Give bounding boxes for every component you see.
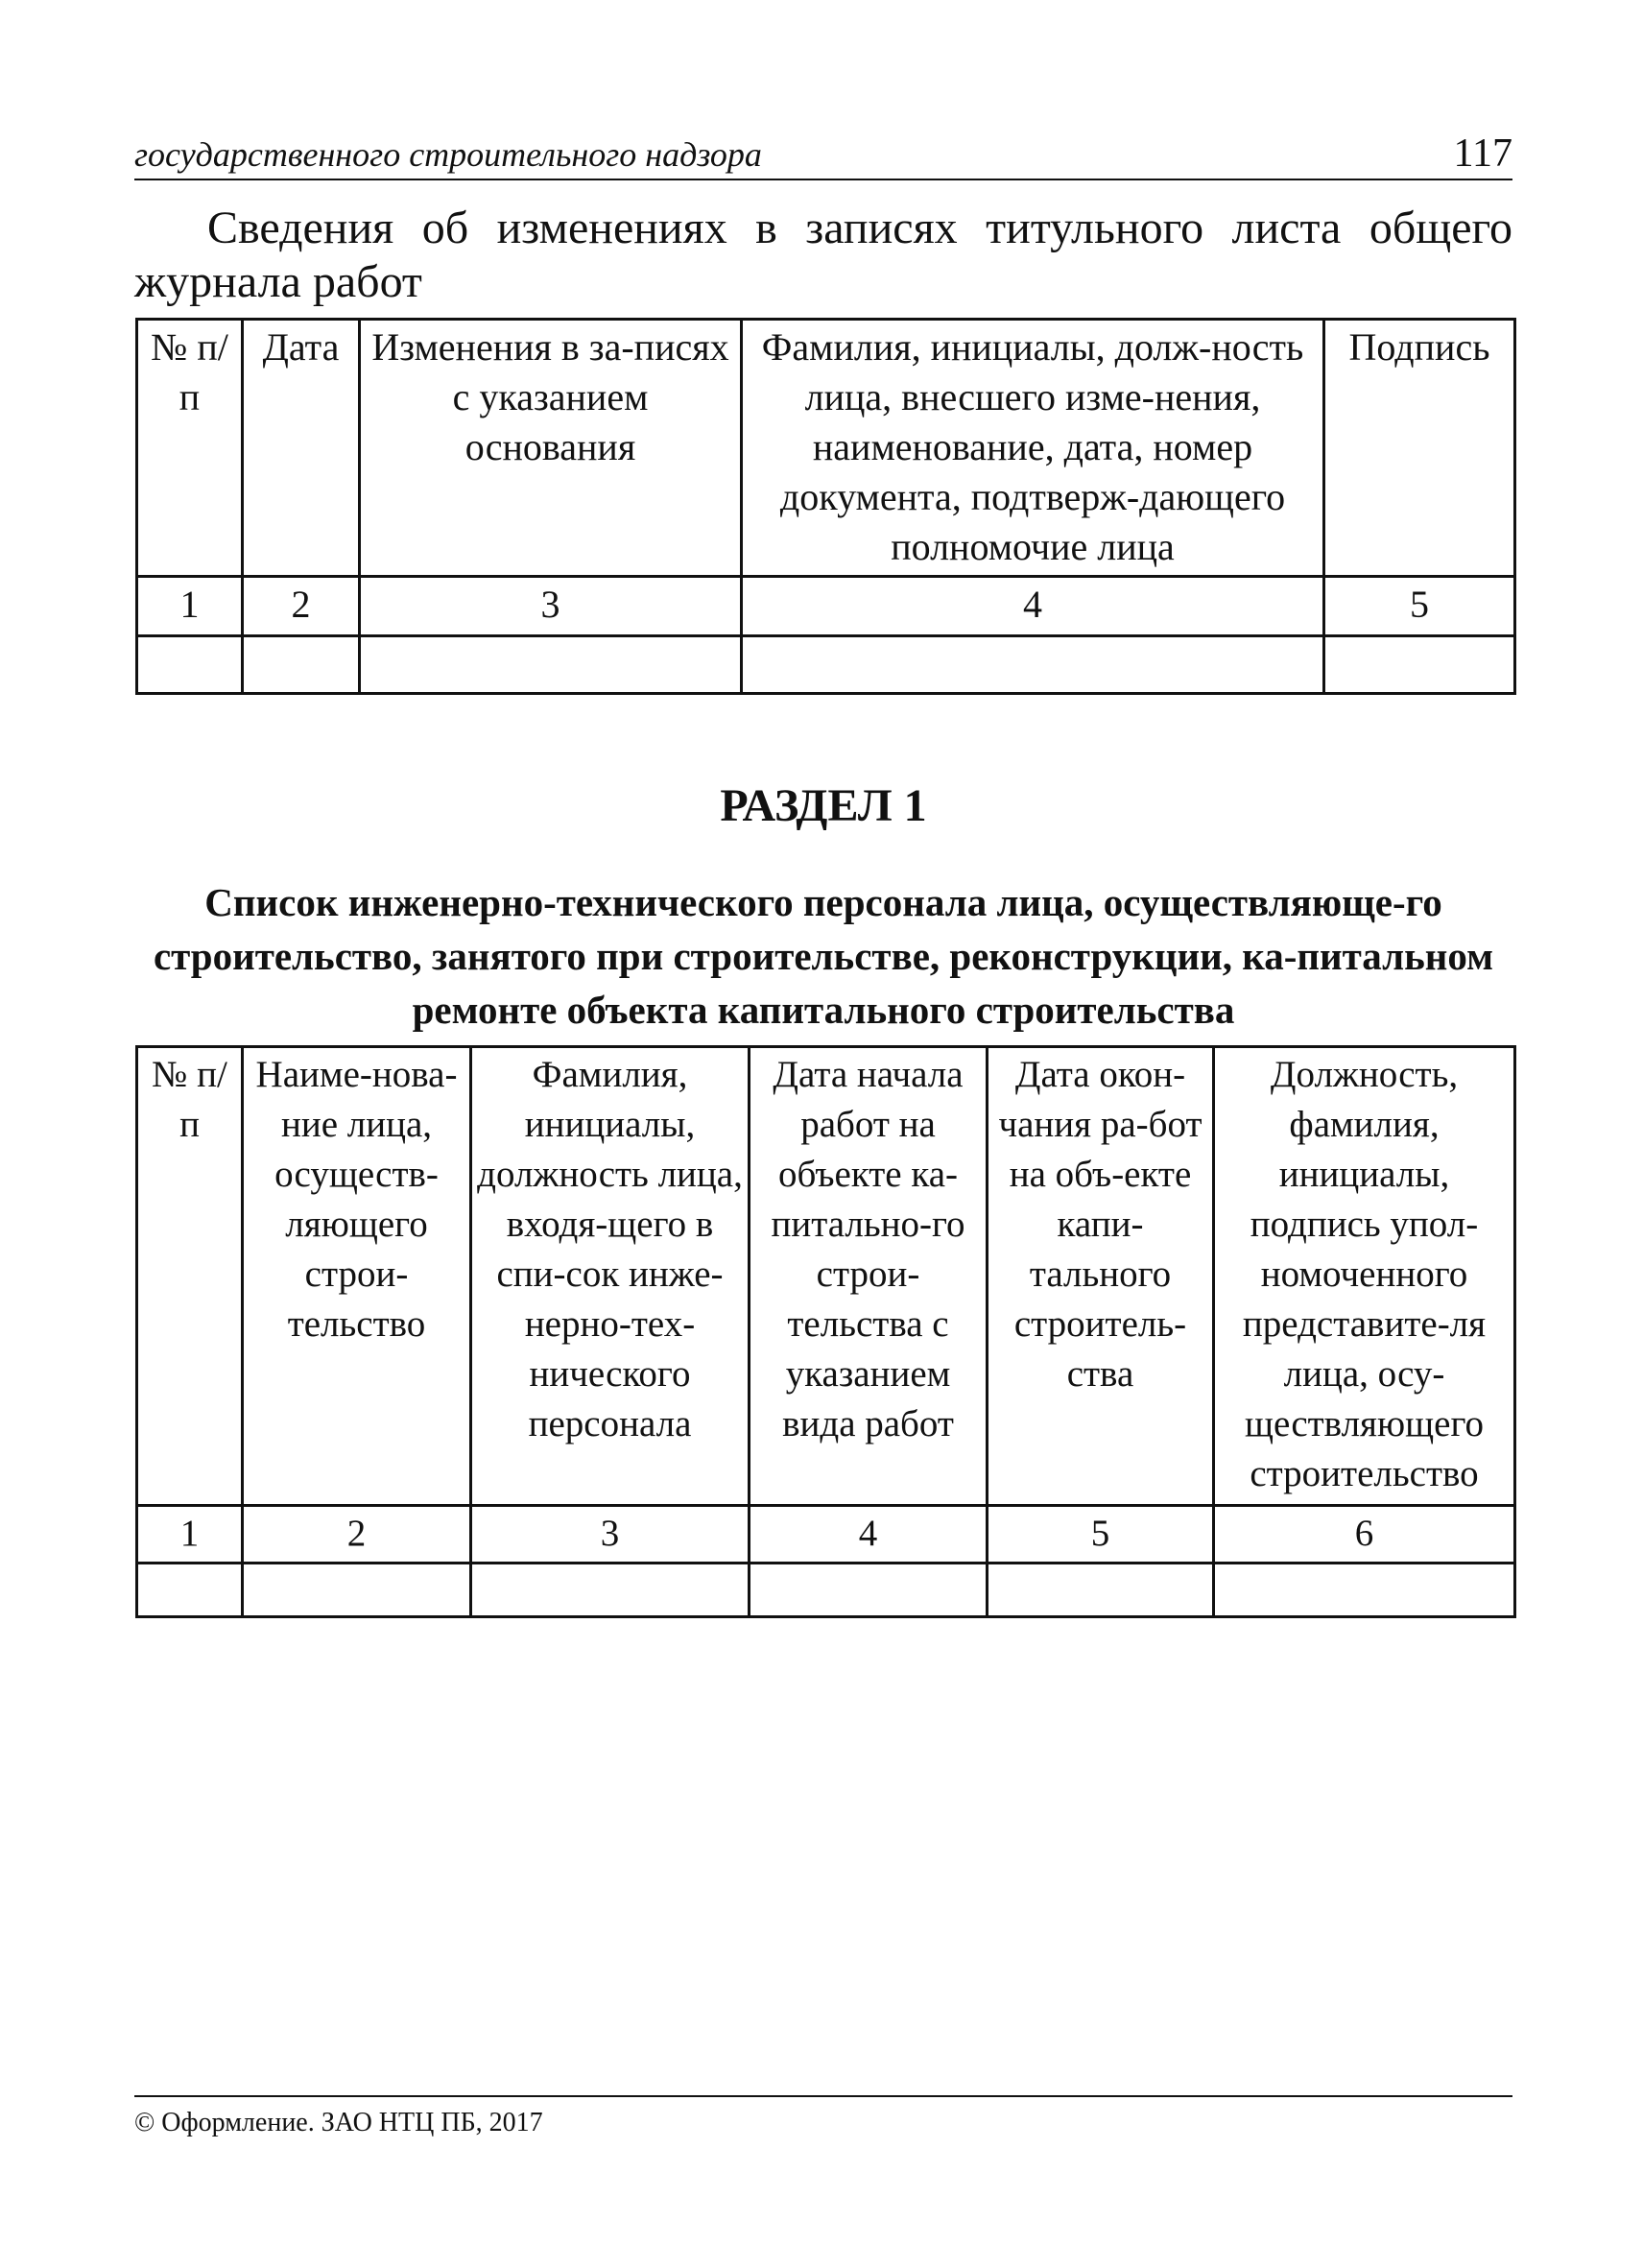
column-number: 1 [137, 577, 243, 636]
column-number-row [137, 577, 1515, 636]
empty-cell [742, 636, 1324, 694]
running-head: государственного строительного надзора [134, 135, 762, 174]
empty-cell [137, 1564, 243, 1617]
header-cell: Дата начала работ на объекте ка-питально-го строи-тельства с указанием вида работ [750, 1047, 988, 1506]
header-cell: Наиме-нова-ние лица, осуществ-ляющего строи-тельство [243, 1047, 471, 1506]
header-cell: № п/п [137, 320, 243, 577]
empty-row [137, 1564, 1515, 1617]
table-header-row [137, 1047, 1515, 1506]
column-number: 3 [471, 1506, 750, 1564]
table-header-row [137, 320, 1515, 577]
page-header [134, 131, 1512, 180]
column-number: 2 [243, 577, 360, 636]
footer-copyright: © Оформление. ЗАО НТЦ ПБ, 2017 [134, 2108, 543, 2137]
header-cell: Подпись [1324, 320, 1515, 577]
empty-cell [243, 636, 360, 694]
column-number: 4 [750, 1506, 988, 1564]
header-cell: Должность, фамилия, инициалы, подпись упол-номоченного представите-ля лица, осу-ществляющего строительство [1214, 1047, 1515, 1506]
empty-row [137, 636, 1515, 694]
column-number: 3 [360, 577, 742, 636]
column-number: 4 [742, 577, 1324, 636]
column-number: 1 [137, 1506, 243, 1564]
section-title: Список инженерно-технического персонала лица, осуществляюще-го строительство, занятого при строительстве, реконструкции, ка-питальном ремонте объекта капитального строительства [153, 880, 1494, 1032]
column-number-row [137, 1506, 1515, 1564]
empty-cell [360, 636, 742, 694]
header-cell: Фамилия, инициалы, должность лица, входя-щего в спи-сок инже-нерно-тех-нического персонала [471, 1047, 750, 1506]
header-cell: № п/п [137, 1047, 243, 1506]
personnel-table [135, 1045, 1516, 1618]
changes-table [135, 318, 1516, 695]
empty-cell [243, 1564, 471, 1617]
column-number: 2 [243, 1506, 471, 1564]
empty-cell [988, 1564, 1214, 1617]
empty-cell [137, 636, 243, 694]
column-number: 6 [1214, 1506, 1515, 1564]
header-cell: Фамилия, инициалы, долж-ность лица, внесшего изме-нения, наименование, дата, номер документа, подтверж-дающего полномочие лица [742, 320, 1324, 577]
header-cell: Дата [243, 320, 360, 577]
header-cell: Изменения в за-писях с указанием основания [360, 320, 742, 577]
empty-cell [1214, 1564, 1515, 1617]
header-cell: Дата окон-чания ра-бот на объ-екте капи-тального строитель-ства [988, 1047, 1214, 1506]
column-number: 5 [1324, 577, 1515, 636]
column-number: 5 [988, 1506, 1214, 1564]
empty-cell [750, 1564, 988, 1617]
changes-table-title: Сведения об изменениях в записях титульного листа общего журнала работ [134, 203, 1512, 307]
empty-cell [471, 1564, 750, 1617]
page-number: 117 [1453, 131, 1512, 176]
section-heading: РАЗДЕЛ 1 [720, 780, 927, 831]
footer-rule [134, 2095, 1512, 2097]
empty-cell [1324, 636, 1515, 694]
